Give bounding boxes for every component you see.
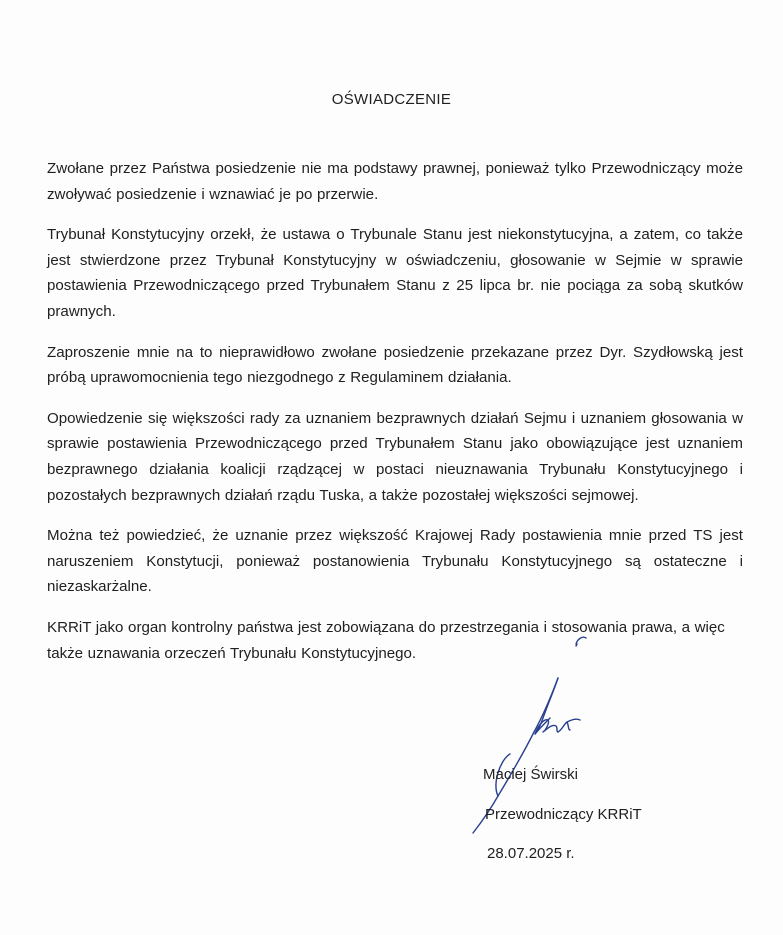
document-body <box>47 156 743 681</box>
document-title: OŚWIADCZENIE <box>331 91 452 108</box>
signatory-name: Maciej Świrski <box>483 766 579 783</box>
paragraph-1: Zwołane przez Państwa posiedzenie nie ma podstawy prawnej, ponieważ tylko Przewodniczący może zwoływać posiedzenie i wznawiać je po przerwie. <box>47 160 743 203</box>
paragraph-6: KRRiT jako organ kontrolny państwa jest zobowiązana do przestrzegania i stosowania prawa, a więc także uznawania orzeczeń Trybunału Konstytucyjnego. <box>47 618 725 662</box>
paragraph-3: Zaproszenie mnie na to nieprawidłowo zwołane posiedzenie przekazane przez Dyr. Szydłowską jest próbą uprawomocnienia tego niezgodnego z Regulaminem działania. <box>47 343 743 387</box>
paragraph-5: Można też powiedzieć, że uznanie przez większość Krajowej Rady postawienia mnie przed TS jest naruszeniem Konstytucji, ponieważ postanowienia Trybunału Konstytucyjnego są ostateczne i niezaskarżalne. <box>47 527 743 596</box>
paragraph-4: Opowiedzenie się większości rady za uznaniem bezprawnych działań Sejmu i uznaniem głosowania w sprawie postawienia Przewodniczącego przed Trybunałem Stanu jako obowiązujące jest uznaniem bezprawnego działania koalicji rządzącej w postaci nieuznawania Trybunału Konstytucyjnego i pozostałych bezprawnych działań rządu Tuska, a także pozostałej większości sejmowej. <box>47 409 743 504</box>
signatory-role: Przewodniczący KRRiT <box>485 806 642 823</box>
paragraph-2: Trybunał Konstytucyjny orzekł, że ustawa o Trybunale Stanu jest niekonstytucyjna, a zatem, co także jest stwierdzone przez Trybunał Konstytucyjny w oświadczeniu, głosowanie w Sejmie w sprawie postawienia Przewodniczącego przed Trybunałem Stanu z 25 lipca br. nie pociąga za sobą skutków prawnych. <box>47 226 743 320</box>
document-date: 28.07.2025 r. <box>487 845 575 862</box>
